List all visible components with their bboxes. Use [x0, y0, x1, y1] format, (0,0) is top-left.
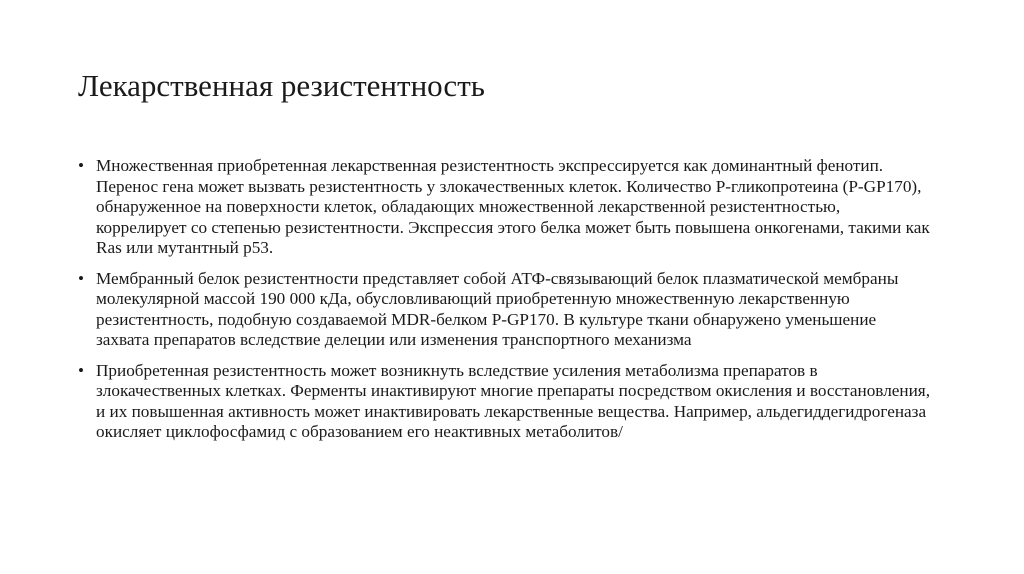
bullet-marker: • [78, 268, 85, 288]
bullet-list [78, 156, 930, 453]
bullet-item-1 [78, 156, 930, 259]
slide-title: Лекарственная резистентность [78, 68, 485, 103]
bullet-text-2: Мембранный белок резистентности представляет собой АТФ-связывающий белок плазматической мембраны молекулярной массой 190 000 кДа, обусловливающий приобретенную множественную лекарственную резистентность, подобную создаваемой MDR-белком P-GP170. В культуре ткани обнаружено уменьшение захвата препаратов вследствие делеции или изменения транспортного механизма [96, 268, 899, 349]
bullet-item-2 [78, 269, 930, 351]
bullet-text-3: Приобретенная резистентность может возникнуть вследствие усиления метаболизма препаратов в злокачественных клетках. Ферменты инактивируют многие препараты посредством окисления и восстановления, и их повышенная активность может инактивировать лекарственные вещества. Например, альдегиддегидрогеназа окисляет циклофосфамид с образованием его неактивных метаболитов/ [96, 360, 931, 441]
bullet-item-3 [78, 361, 930, 443]
bullet-marker: • [78, 360, 85, 380]
bullet-marker: • [78, 156, 85, 175]
bullet-text-1: Множественная приобретенная лекарственная резистентность экспрессируется как доминантный фенотип. Перенос гена может вызвать резистентность у злокачественных клеток. Количество P-гликопротеина (P-GP170), обнаруженное на поверхности клеток, обладающих множественной лекарственной резистентностью, коррелирует со степенью резистентности. Экспрессия этого белка может быть повышена онкогенами, такими как Ras или мутантный p53. [96, 156, 930, 257]
